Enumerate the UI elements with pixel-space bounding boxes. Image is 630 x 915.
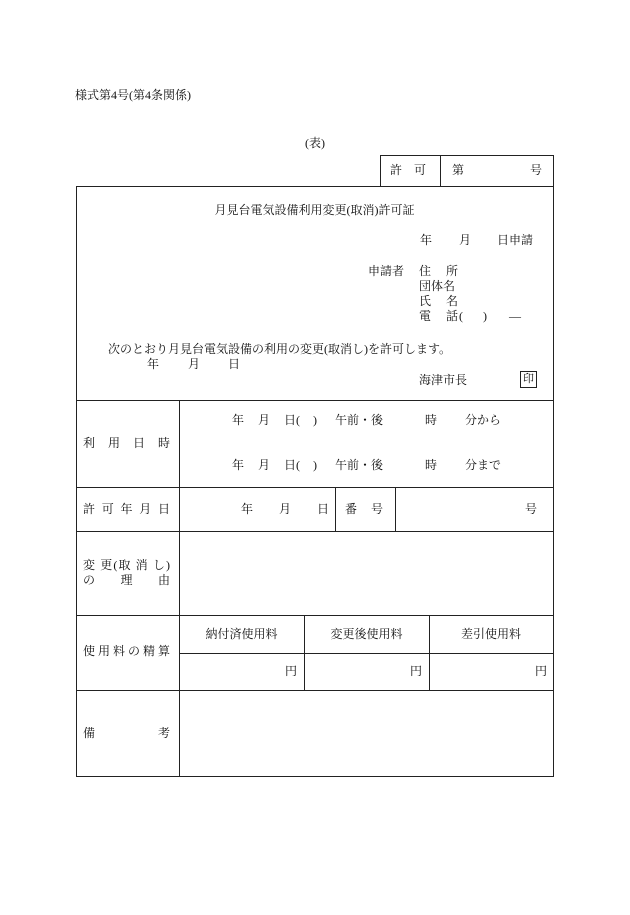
fee-paid-header: 納付済使用料 bbox=[205, 627, 278, 641]
application-year: 年 bbox=[420, 233, 433, 247]
usage-from-day-close: ) bbox=[313, 413, 317, 427]
applicant-name-label: 氏 名 bbox=[419, 294, 458, 308]
remarks-label: 備 考 bbox=[83, 726, 170, 740]
rule-line bbox=[395, 487, 396, 531]
phone-close-paren: ) bbox=[483, 309, 487, 323]
rule-line bbox=[179, 400, 180, 776]
usage-to-hour: 時 bbox=[425, 458, 438, 472]
rule-line bbox=[440, 155, 441, 186]
usage-from-minute: 分から bbox=[465, 413, 502, 427]
phone-open-paren: ( bbox=[459, 309, 463, 323]
permit-date-month: 月 bbox=[279, 502, 292, 516]
issuer: 海津市長 bbox=[419, 373, 468, 387]
usage-to-year: 年 bbox=[232, 458, 245, 472]
seal-mark: 印 bbox=[520, 371, 537, 388]
form-number: 様式第4号(第4条関係) bbox=[75, 88, 191, 102]
usage-to-day-close: ) bbox=[313, 458, 317, 472]
permit-number-suffix: 号 bbox=[530, 163, 543, 177]
permission-statement: 次のとおり月見台電気設備の利用の変更(取消し)を許可します。 bbox=[108, 342, 452, 356]
usage-to-day: 日( bbox=[284, 458, 300, 472]
certificate-title: 月見台電気設備利用変更(取消)許可証 bbox=[214, 203, 415, 217]
rule-line bbox=[335, 487, 336, 531]
usage-to-month: 月 bbox=[258, 458, 271, 472]
permit-date-year: 年 bbox=[241, 502, 254, 516]
issue-month: 月 bbox=[188, 357, 201, 371]
usage-from-year: 年 bbox=[232, 413, 245, 427]
fee-settlement-label: 使 用 料 の 精 算 bbox=[83, 644, 171, 658]
usage-to-minute: 分まで bbox=[465, 458, 502, 472]
fee-paid-unit: 円 bbox=[284, 664, 297, 678]
application-month: 月 bbox=[459, 233, 472, 247]
usage-from-day: 日( bbox=[284, 413, 300, 427]
usage-from-hour: 時 bbox=[425, 413, 438, 427]
side-label: (表) bbox=[305, 136, 325, 150]
reason-label-line1: 変 更(取 消 し) bbox=[83, 558, 170, 572]
rule-line bbox=[76, 487, 553, 488]
usage-to-ampm: 午前・後 bbox=[335, 458, 384, 472]
permit-number-label: 番 号 bbox=[345, 502, 383, 516]
fee-difference-unit: 円 bbox=[534, 664, 547, 678]
rule-line bbox=[76, 690, 553, 691]
rule-line bbox=[76, 531, 553, 532]
permit-number-unit: 号 bbox=[525, 502, 538, 516]
fee-changed-header: 変更後使用料 bbox=[330, 627, 403, 641]
usage-datetime-label: 利 用 日 時 bbox=[83, 436, 170, 450]
usage-from-month: 月 bbox=[258, 413, 271, 427]
issue-year: 年 bbox=[147, 357, 160, 371]
permit-number-prefix: 第 bbox=[452, 163, 465, 177]
permit-date-day: 日 bbox=[317, 502, 330, 516]
fee-changed-unit: 円 bbox=[409, 664, 422, 678]
permit-date-label: 許 可 年 月 日 bbox=[83, 502, 170, 516]
usage-from-ampm: 午前・後 bbox=[335, 413, 384, 427]
applicant-organization-label: 団体名 bbox=[419, 279, 456, 293]
issue-day: 日 bbox=[228, 357, 241, 371]
fee-difference-header: 差引使用料 bbox=[460, 627, 521, 641]
phone-dash: — bbox=[509, 309, 521, 323]
applicant-phone-label: 電 話 bbox=[419, 309, 458, 323]
applicant-label: 申請者 bbox=[368, 264, 405, 278]
rule-line bbox=[179, 653, 553, 654]
rule-line bbox=[76, 400, 553, 401]
reason-label-line2: の 理 由 bbox=[83, 573, 170, 587]
main-form-table bbox=[76, 186, 554, 777]
applicant-address-label: 住 所 bbox=[419, 264, 458, 278]
permit-label: 許 可 bbox=[390, 163, 426, 177]
application-day: 日申請 bbox=[497, 233, 534, 247]
rule-line bbox=[76, 615, 553, 616]
